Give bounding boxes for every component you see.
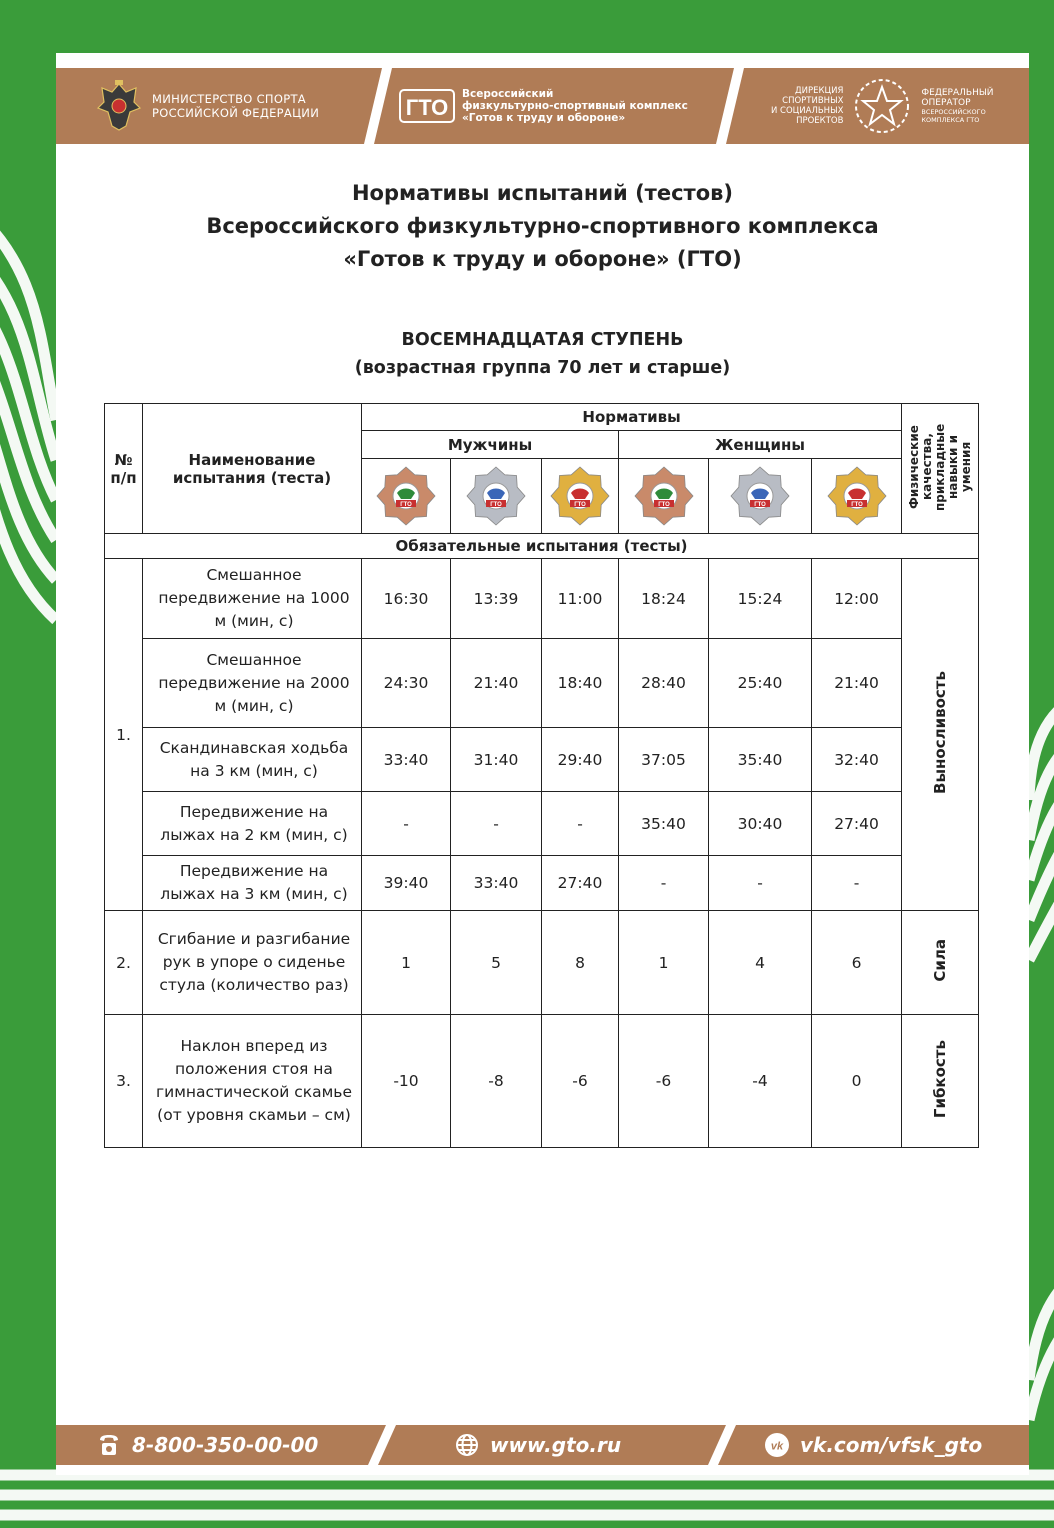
test-name: Передвижение на лыжах на 3 км (мин, с) <box>143 856 362 911</box>
header-bar <box>56 68 1029 144</box>
norm-value: -8 <box>451 1015 542 1148</box>
norm-value: 16:30 <box>362 559 451 639</box>
col-norms-header: Нормативы <box>362 404 902 431</box>
footer-divider <box>708 1425 736 1465</box>
badge-text: ГТО <box>850 502 863 508</box>
ministry-block <box>96 68 319 144</box>
col-men-header: Мужчины <box>362 431 619 459</box>
footer-bar <box>56 1425 1029 1465</box>
table-row <box>105 559 979 639</box>
gto-line2: физкультурно-спортивный комплекс <box>462 100 688 112</box>
badge-cell-women-silver <box>709 459 812 534</box>
vk-icon <box>764 1432 790 1458</box>
col-name-header: Наименование испытания (теста) <box>143 404 362 534</box>
gold-badge-icon <box>826 463 888 529</box>
quality-cell <box>902 1015 979 1148</box>
table-row <box>105 911 979 1015</box>
norm-value: 5 <box>451 911 542 1015</box>
col-women-header: Женщины <box>619 431 902 459</box>
norm-value: 12:00 <box>812 559 902 639</box>
norm-value: - <box>709 856 812 911</box>
norm-value: -6 <box>619 1015 709 1148</box>
norm-value: 24:30 <box>362 639 451 728</box>
norm-value: - <box>542 792 619 856</box>
norm-value: 11:00 <box>542 559 619 639</box>
test-name: Передвижение на лыжах на 2 км (мин, с) <box>143 792 362 856</box>
quality-text: Гибкость <box>931 1039 950 1119</box>
bronze-badge-icon <box>375 463 437 529</box>
title-line3: «Готов к труду и обороне» (ГТО) <box>343 247 742 271</box>
stage-subtitle <box>56 326 1029 382</box>
page-title <box>56 177 1029 276</box>
quality-text: Сила <box>931 939 950 982</box>
norm-value: 21:40 <box>451 639 542 728</box>
norm-value: 18:24 <box>619 559 709 639</box>
badge-cell-women-gold <box>812 459 902 534</box>
norm-value: 1 <box>619 911 709 1015</box>
badge-cell-men-gold <box>542 459 619 534</box>
gold-badge-icon <box>549 463 611 529</box>
norm-value: 33:40 <box>451 856 542 911</box>
col-quality-header <box>902 404 979 534</box>
norm-value: 4 <box>709 911 812 1015</box>
badge-text: ГТО <box>657 502 670 508</box>
silver-badge-icon <box>465 463 527 529</box>
norm-value: 15:24 <box>709 559 812 639</box>
norm-value: - <box>812 856 902 911</box>
norm-value: 28:40 <box>619 639 709 728</box>
footer-phone[interactable] <box>96 1425 318 1465</box>
star-emblem-icon <box>851 75 913 137</box>
operator-line1: ФЕДЕРАЛЬНЫЙ <box>921 88 994 98</box>
ministry-line1: МИНИСТЕРСТВО СПОРТА <box>152 92 306 106</box>
gto-logo-text: ГТО <box>405 95 449 120</box>
footer-site[interactable] <box>454 1425 621 1465</box>
norm-value: 18:40 <box>542 639 619 728</box>
vk-text: vk.com/vfsk_gto <box>800 1433 983 1457</box>
phone-text: 8-800-350-00-00 <box>132 1433 319 1457</box>
gto-line1: Всероссийский <box>462 88 554 100</box>
directorate-line3: И СОЦИАЛЬНЫХ <box>771 106 844 116</box>
norm-value: 6 <box>812 911 902 1015</box>
table-row <box>105 792 979 856</box>
operator-line2: ОПЕРАТОР <box>921 98 971 108</box>
norm-value: 33:40 <box>362 728 451 792</box>
title-line1: Нормативы испытаний (тестов) <box>351 181 734 205</box>
norm-value: 1 <box>362 911 451 1015</box>
gto-line3: «Готов к труду и обороне» <box>462 112 626 124</box>
badge-text: ГТО <box>490 502 502 508</box>
norm-value: -10 <box>362 1015 451 1148</box>
title-line2: Всероссийского физкультурно-спортивного комплекса <box>206 214 879 238</box>
gto-block <box>398 68 688 144</box>
norm-value: 35:40 <box>619 792 709 856</box>
subtitle-line1: ВОСЕМНАДЦАТАЯ СТУПЕНЬ <box>401 330 684 350</box>
bronze-badge-icon <box>633 463 695 529</box>
norms-table <box>104 403 979 1148</box>
gto-logo-icon <box>398 86 456 126</box>
norm-value: 25:40 <box>709 639 812 728</box>
header-divider <box>716 68 744 144</box>
table-body <box>105 559 979 1148</box>
svg-text:vk: vk <box>770 1440 784 1453</box>
table-row <box>105 728 979 792</box>
norm-value: 39:40 <box>362 856 451 911</box>
row-number: 2. <box>105 911 143 1015</box>
site-text: www.gto.ru <box>490 1433 622 1457</box>
norm-value: - <box>451 792 542 856</box>
norm-value: 13:39 <box>451 559 542 639</box>
norm-value: 21:40 <box>812 639 902 728</box>
operator-block <box>771 68 994 144</box>
col-num-header: № п/п <box>105 404 143 534</box>
quality-cell <box>902 559 979 911</box>
norm-value: 32:40 <box>812 728 902 792</box>
section-mandatory: Обязательные испытания (тесты) <box>105 534 979 559</box>
norm-value: 27:40 <box>542 856 619 911</box>
row-number: 1. <box>105 559 143 911</box>
test-name: Наклон вперед из положения стоя на гимнастической скамье (от уровня скамьи – см) <box>143 1015 362 1148</box>
norm-value: 27:40 <box>812 792 902 856</box>
badge-text: ГТО <box>754 502 766 508</box>
quality-cell <box>902 911 979 1015</box>
subtitle-line2: (возрастная группа 70 лет и старше) <box>354 358 731 378</box>
test-name: Смешанное передвижение на 2000 м (мин, с) <box>143 639 362 728</box>
badge-cell-women-bronze <box>619 459 709 534</box>
table-row <box>105 1015 979 1148</box>
phone-icon <box>96 1432 122 1458</box>
norm-value: - <box>619 856 709 911</box>
directorate-line4: ПРОЕКТОВ <box>796 116 844 126</box>
header-divider <box>364 68 392 144</box>
norm-value: 30:40 <box>709 792 812 856</box>
directorate-line1: ДИРЕКЦИЯ <box>795 86 844 96</box>
test-name: Смешанное передвижение на 1000 м (мин, с) <box>143 559 362 639</box>
silver-badge-icon <box>729 463 791 529</box>
badge-cell-men-silver <box>451 459 542 534</box>
table-row <box>105 639 979 728</box>
norm-value: 8 <box>542 911 619 1015</box>
badge-text: ГТО <box>574 502 586 508</box>
table-row <box>105 856 979 911</box>
quality-text: Выносливость <box>931 671 950 794</box>
operator-line3: ВСЕРОССИЙСКОГО <box>921 108 986 116</box>
norm-value: - <box>362 792 451 856</box>
norm-value: 37:05 <box>619 728 709 792</box>
col-quality-text: Физические качества, прикладные навыки и умения <box>906 422 973 511</box>
norm-value: -4 <box>709 1015 812 1148</box>
norm-value: 29:40 <box>542 728 619 792</box>
norm-value: 35:40 <box>709 728 812 792</box>
badge-text: ГТО <box>400 502 412 508</box>
footer-divider <box>368 1425 396 1465</box>
norm-value: -6 <box>542 1015 619 1148</box>
operator-line4: КОМПЛЕКСА ГТО <box>921 116 980 124</box>
row-number: 3. <box>105 1015 143 1148</box>
globe-icon <box>454 1432 480 1458</box>
test-name: Скандинавская ходьба на 3 км (мин, с) <box>143 728 362 792</box>
directorate-line2: СПОРТИВНЫХ <box>782 96 844 106</box>
norm-value: 31:40 <box>451 728 542 792</box>
coat-of-arms-icon <box>96 78 142 134</box>
ministry-line2: РОССИЙСКОЙ ФЕДЕРАЦИИ <box>152 106 320 120</box>
badge-cell-men-bronze <box>362 459 451 534</box>
footer-vk[interactable] <box>764 1425 982 1465</box>
norm-value: 0 <box>812 1015 902 1148</box>
page <box>56 53 1029 1475</box>
test-name: Сгибание и разгибание рук в упоре о сиденье стула (количество раз) <box>143 911 362 1015</box>
